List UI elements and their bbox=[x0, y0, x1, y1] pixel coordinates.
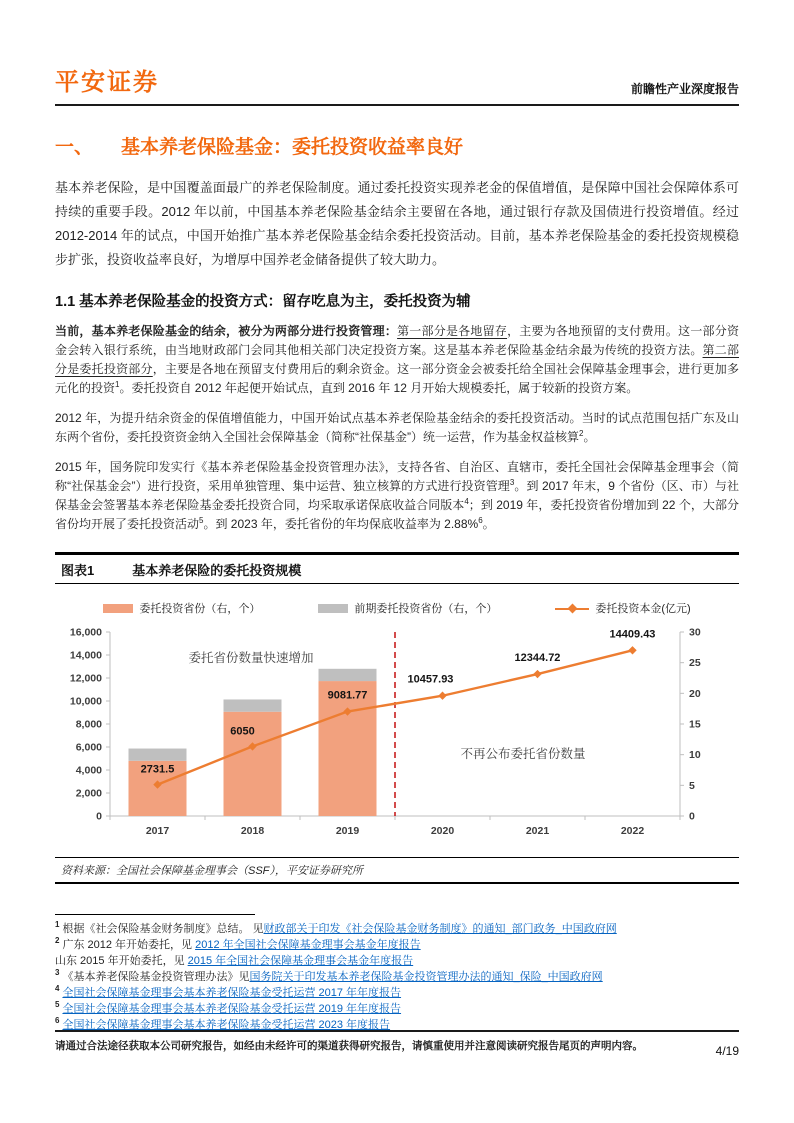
svg-text:0: 0 bbox=[689, 810, 695, 823]
line-marker bbox=[533, 670, 541, 678]
svg-text:14,000: 14,000 bbox=[69, 649, 102, 662]
footnote-number: 5 bbox=[55, 1000, 60, 1010]
legend-label: 委托投资省份（右，个） bbox=[139, 603, 261, 615]
footnote-ref-5: 5 bbox=[199, 516, 204, 525]
svg-text:10,000: 10,000 bbox=[69, 695, 102, 708]
footnote-link[interactable]: 国务院关于印发基本养老保险基金投资管理办法的通知_保险_中国政府网 bbox=[249, 971, 603, 983]
bar-previous-2018 bbox=[224, 699, 282, 711]
page-header bbox=[55, 0, 739, 106]
footnote-separator bbox=[55, 914, 255, 915]
footnote-link[interactable]: 全国社会保障基金理事会基本养老保险基金受托运营 2023 年度报告 bbox=[62, 1019, 391, 1031]
footnote-ref-4: 4 bbox=[464, 497, 469, 506]
investment-scale-chart bbox=[55, 620, 739, 852]
footnote-number: 3 bbox=[55, 968, 60, 978]
legend-label: 前期委托投资省份（右，个） bbox=[354, 603, 498, 615]
paragraph-2012-pilot: 2012 年，为提升结余资金的保值增值能力，中国开始试点基本养老保险基金结余的委托投资活动。当时的试点范围包括广东及山东两个省份，委托投资资金纳入全国社会保障基金（简称“社保基金”）统一运营，作为基金权益核算$^2$。 bbox=[55, 411, 739, 444]
chart-area bbox=[55, 620, 739, 857]
svg-text:14409.43: 14409.43 bbox=[609, 628, 656, 641]
svg-text:20: 20 bbox=[689, 687, 701, 700]
svg-text:15: 15 bbox=[689, 718, 701, 731]
legend-line-swatch bbox=[555, 604, 589, 613]
intro-paragraph: 基本养老保险，是中国覆盖面最广的养老保险制度。通过委托投资实现养老金的保值增值，是保障中国社会保障体系可持续的重要手段。2012 年以前，中国基本养老保险基金结余主要留在各地，通过银行存款及国债进行投资增值。经过 2012-2014 年的试点，中国开始推广基本养老保险基金结余委托投资活动。目前，基本养老保险基金的委托投资规模稳步扩张，投资收益率良好，为增厚中国养老金储备提供了较大助力。 bbox=[55, 180, 739, 267]
svg-text:10457.93: 10457.93 bbox=[407, 673, 454, 686]
footnote-item bbox=[55, 953, 739, 969]
svg-text:2018: 2018 bbox=[240, 825, 265, 837]
footnote-link[interactable]: 2012 年全国社会保障基金理事会基金年度报告 bbox=[195, 939, 421, 951]
svg-text:委托省份数量快速增加: 委托省份数量快速增加 bbox=[188, 651, 314, 665]
footnote-ref-2: 2 bbox=[579, 429, 584, 438]
svg-text:10: 10 bbox=[689, 749, 701, 762]
svg-text:12,000: 12,000 bbox=[69, 672, 102, 685]
line-marker bbox=[438, 692, 446, 700]
footnote-item bbox=[55, 921, 739, 937]
svg-text:0: 0 bbox=[96, 810, 102, 823]
paragraph-investment-methods: 当前，基本养老保险基金的结余，被分为两部分进行投资管理：第一部分是各地留存，主要为各地预留的支付费用。这一部分资金会转入银行系统，由当地财政部门会同其他相关部门决定投资方案。这是基本养老保险基金结余最为传统的投资方法。第二部分是委托投资部分，主要是各地在预留支付费用后的剩余资金。这一部分资金会被委托给全国社会保障基金理事会，进行更加多元化的投资$^1$。委托投资自 2012 年起便开始试点，直到 2016 年 12 月开始大规模委托，属于较新的投资方案。 bbox=[55, 324, 739, 395]
footnote-item bbox=[55, 1001, 739, 1017]
legend-label: 委托投资本金(亿元) bbox=[595, 603, 691, 615]
svg-text:2020: 2020 bbox=[430, 825, 455, 837]
subsection-title: 1.1 基本养老保险基金的投资方式：留存吃息为主，委托投资为辅 bbox=[55, 294, 471, 310]
figure-1 bbox=[55, 552, 739, 884]
footnote-text: 广东 2012 年开始委托，见 bbox=[62, 939, 196, 951]
legend-item-2 bbox=[318, 600, 497, 616]
footer-disclaimer: 请通过合法途径获取本公司研究报告，如经由未经许可的渠道获得研究报告，请慎重使用并注意阅读研究报告尾页的声明内容。 bbox=[55, 1040, 643, 1052]
bar-previous-2019 bbox=[319, 669, 377, 681]
section-title bbox=[55, 132, 739, 159]
report-type-label: 前瞻性产业深度报告 bbox=[630, 82, 739, 96]
footnote-text: 《基本养老保险基金投资管理办法》见 bbox=[62, 971, 250, 983]
section-title-text: 基本养老保险基金：委托投资收益率良好 bbox=[121, 137, 464, 158]
line-marker bbox=[628, 646, 636, 654]
svg-text:16,000: 16,000 bbox=[69, 626, 102, 639]
figure-title: 基本养老保险的委托投资规模 bbox=[132, 563, 302, 578]
footnote-text: 山东 2015 年开始委托，见 bbox=[55, 955, 188, 967]
footnote-text: 根据《社会保险基金财务制度》总结。 见 bbox=[62, 923, 264, 935]
footnote-item bbox=[55, 969, 739, 985]
svg-text:2017: 2017 bbox=[145, 825, 170, 837]
footnote-item bbox=[55, 937, 739, 953]
svg-text:2731.5: 2731.5 bbox=[140, 763, 175, 776]
svg-text:不再公布委托省份数量: 不再公布委托省份数量 bbox=[460, 747, 586, 761]
footnote-number: 4 bbox=[55, 984, 60, 994]
svg-text:6050: 6050 bbox=[230, 725, 255, 738]
legend-bar-swatch bbox=[318, 604, 348, 613]
svg-text:2019: 2019 bbox=[335, 825, 360, 837]
footnotes bbox=[55, 921, 739, 1033]
legend-item-1 bbox=[103, 600, 260, 616]
page-footer bbox=[55, 1030, 739, 1058]
pingan-securities-logo: 平安证券 bbox=[55, 69, 159, 96]
footnote-link[interactable]: 2015 年全国社会保障基金理事会基金年度报告 bbox=[187, 955, 414, 967]
svg-text:6,000: 6,000 bbox=[75, 741, 102, 754]
footnote-link[interactable]: 全国社会保障基金理事会基本养老保险基金受托运营 2019 年年度报告 bbox=[62, 1003, 402, 1015]
legend-item-3 bbox=[555, 600, 690, 616]
svg-text:4,000: 4,000 bbox=[75, 764, 102, 777]
figure-header bbox=[55, 552, 739, 584]
footnote-number: 1 bbox=[55, 920, 60, 930]
svg-text:12344.72: 12344.72 bbox=[514, 652, 561, 665]
footnote-link[interactable]: 全国社会保障基金理事会基本养老保险基金受托运营 2017 年年度报告 bbox=[62, 987, 402, 999]
footnote-number: 6 bbox=[55, 1016, 60, 1026]
svg-text:9081.77: 9081.77 bbox=[327, 689, 368, 702]
footnote-ref-6: 6 bbox=[478, 516, 483, 525]
svg-text:8,000: 8,000 bbox=[75, 718, 102, 731]
svg-text:2,000: 2,000 bbox=[75, 787, 102, 800]
svg-text:25: 25 bbox=[689, 657, 701, 670]
figure-source: 资料来源：全国社会保障基金理事会（SSF），平安证券研究所 bbox=[55, 857, 739, 884]
chart-legend bbox=[55, 600, 739, 616]
footnote-ref-3: 3 bbox=[509, 478, 515, 487]
figure-label: 图表1 bbox=[61, 563, 95, 578]
svg-text:2021: 2021 bbox=[525, 825, 550, 837]
svg-text:2022: 2022 bbox=[620, 825, 645, 837]
svg-text:5: 5 bbox=[689, 779, 695, 792]
footnote-number: 2 bbox=[55, 936, 60, 946]
footnote-ref-1: 1 bbox=[115, 380, 120, 389]
section-number: 一、 bbox=[55, 137, 94, 158]
svg-text:30: 30 bbox=[689, 626, 701, 639]
footnote-link[interactable]: 财政部关于印发《社会保险基金财务制度》的通知_部门政务_中国政府网 bbox=[263, 923, 617, 935]
legend-bar-swatch bbox=[103, 604, 133, 613]
paragraph-2015-policy: 2015 年，国务院印发实行《基本养老保险基金投资管理办法》，支持各省、自治区、直辖市，委托全国社会保障基金理事会（简称“社保基金会”）进行投资，采用单独管理、集中运营、独立核算的方式进行投资管理$^3$。到 2017 年末，9 个省份（区、市）与社保基金会签署基本养老保险基金委托投资合同，均采取承诺保底收益合同版本$^4$；到 2019 年，委托投资省份增加到 22 个，大部分省份均开展了委托投资活动$^5$。到 2023 年，委托省份的年均保底收益率为 2.88%$^6$。 bbox=[55, 460, 740, 531]
bar-previous-2017 bbox=[129, 749, 187, 761]
page-number: 4/19 bbox=[715, 1044, 739, 1058]
footnote-item bbox=[55, 985, 739, 1001]
